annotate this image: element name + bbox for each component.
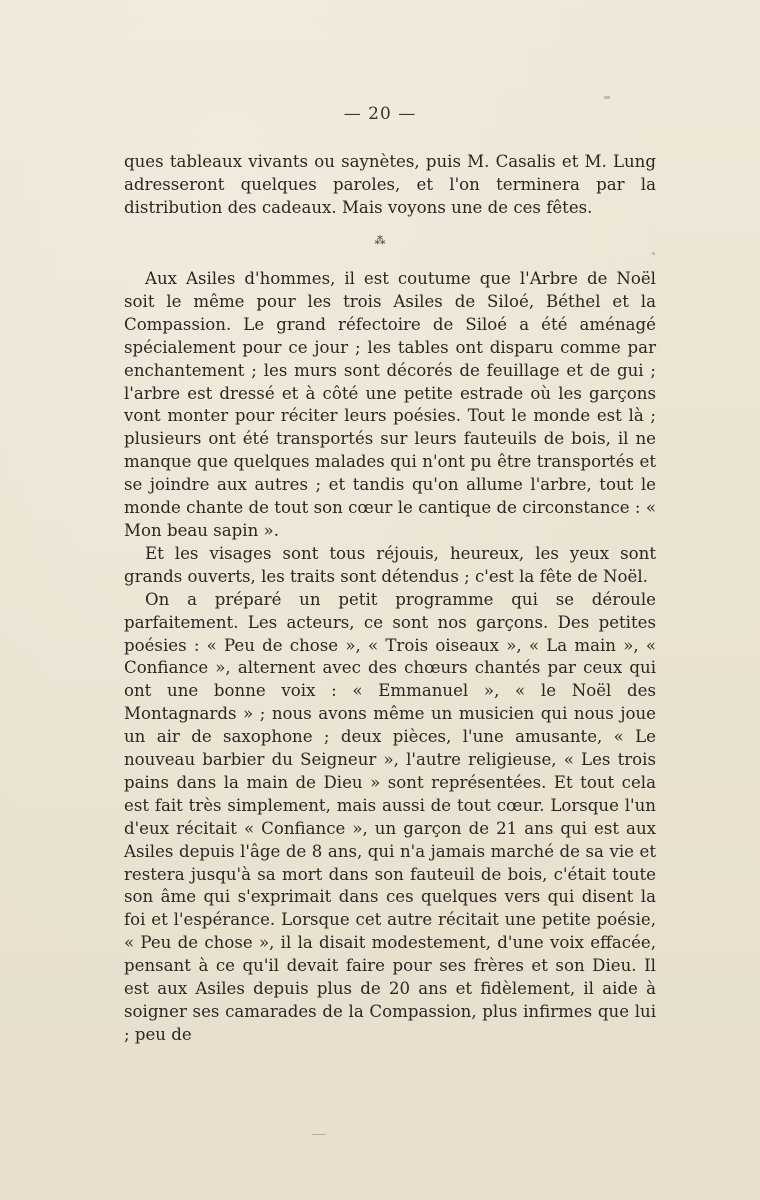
main-text [124,268,656,1047]
section-asterism: ⁂ [374,234,386,247]
paragraph: On a préparé un petit programme qui se déroule parfaitement. Les acteurs, ce sont nos garçons. Des petites poésies : « Peu de chose », « Trois oiseaux », « La main », « Confiance », alternent avec des chœurs chantés par ceux qui ont une bonne voix : « Emmanuel », « le Noël des Montagnards » ; nous avons même un musicien qui nous joue un air de saxophone ; deux pièces, l'une amusante, « Le nouveau barbier du Seigneur », l'autre religieuse, « Les trois pains dans la main de Dieu » sont représentées. Et tout cela est fait très simplement, mais aussi de tout cœur. Lorsque l'un d'eux récitait « Confiance », un garçon de 21 ans qui est aux Asiles depuis l'âge de 8 ans, qui n'a jamais marché de sa vie et restera jusqu'à sa mort dans son fauteuil de bois, c'était toute son âme qui s'exprimait dans ces quelques vers qui disent la foi et l'espérance. Lorsque cet autre récitait une petite poésie, « Peu de chose », il la disait modestement, d'une voix effacée, pensant à ce qu'il devait faire pour ses frères et son Dieu. Il est aux Asiles depuis plus de 20 ans et fidèlement, il aide à soigner ses camarades de la Compassion, plus infirmes que lui ; peu de [124,589,656,1044]
paragraph: Aux Asiles d'hommes, il est coutume que l'Arbre de Noël soit le même pour les trois Asiles de Siloé, Béthel et la Compassion. Le grand réfectoire de Siloé a été aménagé spécialement pour ce jour ; les tables ont disparu comme par enchantement ; les murs sont décorés de feuillage et de gui ; l'arbre est dressé et à côté une petite estrade où les garçons vont monter pour réciter leurs poésies. Tout le monde est là ; plusieurs ont été transportés sur leurs fauteuils de bois, il ne manque que quelques malades qui n'ont pu être transportés et se joindre aux autres ; et tandis qu'on allume l'arbre, tout le monde chante de tout son cœur le cantique de circonstance : « Mon beau sapin ». [124,269,656,540]
paper-blemish [652,252,655,255]
paragraph: Et les visages sont tous réjouis, heureux, les yeux sont grands ouverts, les traits sont détendus ; c'est la fête de Noël. [124,543,656,586]
paper-blemish [312,1134,326,1135]
paper-blemish [604,96,610,99]
opening-paragraph [124,151,656,220]
paragraph: ques tableaux vivants ou saynètes, puis M. Casalis et M. Lung adresseront quelques paroles, et l'on terminera par la distribution des cadeaux. Mais voyons une de ces fêtes. [124,152,656,217]
page-number: — 20 — [343,104,417,124]
